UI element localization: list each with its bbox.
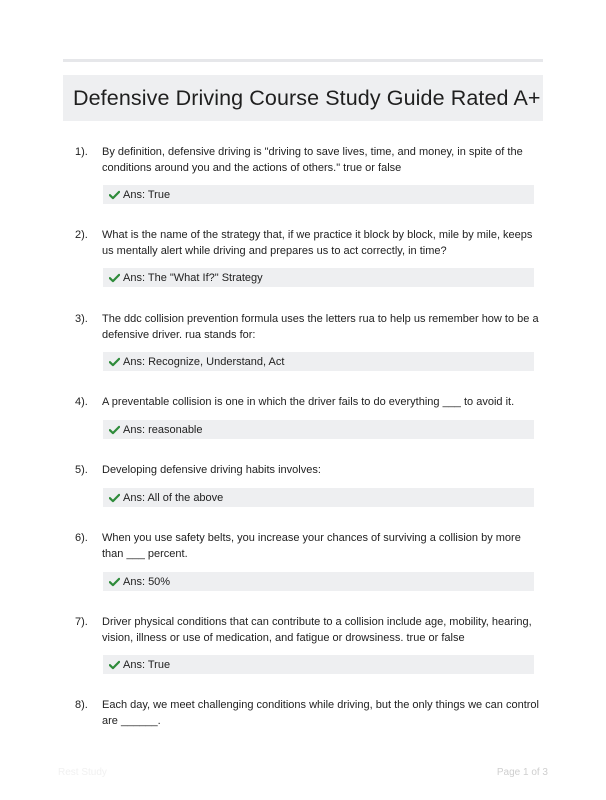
checkmark-icon xyxy=(109,273,120,283)
question-text: By definition, defensive driving is "driving to save lives, time, and money, in spite of the conditions around you and the actions of others." true or false xyxy=(102,146,523,174)
question-text: Developing defensive driving habits involves: xyxy=(102,464,321,476)
question-number: 8). xyxy=(75,699,88,711)
question-text: The ddc collision prevention formula uses the letters rua to help us remember how to be a defensive driver. rua stands for: xyxy=(102,313,539,341)
answer-box xyxy=(103,268,534,287)
question-text: A preventable collision is one in which the driver fails to do everything ___ to avoid it. xyxy=(102,396,515,408)
question-number: 5). xyxy=(75,464,88,476)
question-text: Each day, we meet challenging conditions while driving, but the only things we can control are ______. xyxy=(102,699,539,727)
title-banner xyxy=(63,75,543,121)
answer-box xyxy=(103,655,534,674)
answer-text: Ans: The "What If?" Strategy xyxy=(123,271,263,284)
question-number: 7). xyxy=(75,616,88,628)
answer-text: Ans: True xyxy=(123,658,171,671)
top-divider xyxy=(63,59,543,62)
answer-text: Ans: All of the above xyxy=(123,491,224,504)
checkmark-icon xyxy=(109,493,120,503)
page-indicator: Page 1 of 3 xyxy=(496,767,548,778)
checkmark-icon xyxy=(109,660,120,670)
footer-watermark: Rest Study xyxy=(58,767,107,778)
checkmark-icon xyxy=(109,425,120,435)
question-text: When you use safety belts, you increase your chances of surviving a collision by more than ___ percent. xyxy=(102,532,521,560)
checkmark-icon xyxy=(109,357,120,367)
answer-box xyxy=(103,572,534,591)
question-number: 1). xyxy=(75,146,88,158)
question-text: Driver physical conditions that can contribute to a collision include age, mobility, hearing, vision, illness or use of medication, and fatigue or drowsiness. true or false xyxy=(102,616,532,644)
answer-text: Ans: 50% xyxy=(123,575,171,588)
question-number: 2). xyxy=(75,229,88,241)
answer-box xyxy=(103,488,534,507)
answer-box xyxy=(103,352,534,371)
question-number: 3). xyxy=(75,313,88,325)
document-title: Defensive Driving Course Study Guide Rated A+ xyxy=(73,85,541,110)
answer-box xyxy=(103,420,534,439)
answer-text: Ans: reasonable xyxy=(123,423,203,436)
answer-text: Ans: Recognize, Understand, Act xyxy=(123,355,285,368)
checkmark-icon xyxy=(109,190,120,200)
checkmark-icon xyxy=(109,577,120,587)
answer-text: Ans: True xyxy=(123,188,171,201)
question-text: What is the name of the strategy that, if we practice it block by block, mile by mile, keeps us mentally alert while driving and prepares us to act correctly, in time? xyxy=(102,229,533,257)
answer-box xyxy=(103,185,534,204)
question-number: 6). xyxy=(75,532,88,544)
question-number: 4). xyxy=(75,396,88,408)
